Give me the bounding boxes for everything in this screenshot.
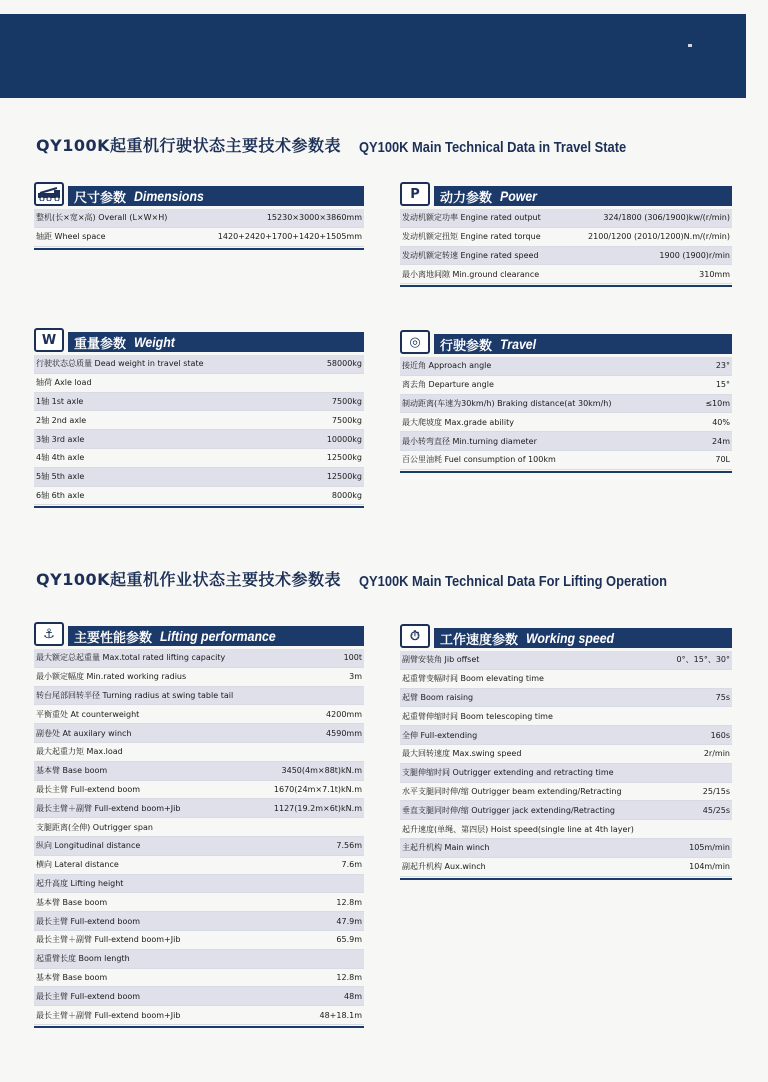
- row-label: 基本臂 Base boom: [36, 766, 108, 776]
- table-row: [34, 781, 364, 800]
- table-row: [34, 837, 364, 856]
- table-row: [400, 764, 732, 783]
- weight-block: [34, 328, 364, 508]
- power-p-icon: P: [400, 182, 430, 206]
- table-row: [34, 856, 364, 875]
- row-value: 25/15s: [702, 786, 730, 796]
- table-row: [34, 649, 364, 668]
- row-value: 12.8m: [336, 972, 362, 982]
- table-row: [400, 651, 732, 670]
- power-block: [400, 182, 732, 287]
- row-value: 40%: [712, 417, 730, 427]
- table-row: [34, 818, 364, 837]
- row-value: 8000kg: [331, 490, 362, 500]
- travel-en: Travel: [500, 336, 537, 352]
- row-value: ≤10m: [705, 398, 730, 408]
- table-row: [400, 432, 732, 451]
- row-value: 15230×3000×3860mm: [266, 213, 362, 223]
- row-value: 75s: [715, 692, 730, 702]
- travel-title-en: QY100K Main Technical Data in Travel State: [359, 139, 627, 156]
- row-label: 百公里油耗 Fuel consumption of 100km: [402, 455, 556, 465]
- row-label: 6轴 6th axle: [36, 490, 85, 500]
- stopwatch-icon: ⏱: [400, 624, 430, 648]
- row-value: 4200mm: [326, 709, 362, 719]
- row-value: 7.6m: [341, 860, 362, 870]
- table-row: [400, 801, 732, 820]
- row-value: 24m: [712, 436, 730, 446]
- row-label: 副卷处 At auxilary winch: [36, 728, 132, 738]
- row-value: 310mm: [699, 269, 730, 279]
- travel-title-cn: QY100K起重机行驶状态主要技术参数表: [36, 136, 341, 155]
- row-value: 48+18.1m: [319, 1010, 362, 1020]
- row-value: 48m: [344, 991, 362, 1001]
- table-row: [400, 395, 732, 414]
- row-label: 2轴 2nd axle: [36, 415, 87, 425]
- table-row: [34, 374, 364, 393]
- row-value: 12500kg: [326, 472, 362, 482]
- row-value: 2100/1200 (2010/1200)N.m/(r/min): [588, 232, 730, 242]
- row-label: 最长主臂＋副臂 Full-extend boom+Jib: [36, 1010, 181, 1020]
- table-row: [400, 265, 732, 284]
- table-row: [400, 228, 732, 247]
- table-row: [34, 893, 364, 912]
- row-label: 纵向 Longitudinal distance: [36, 841, 141, 851]
- row-value: 7500kg: [331, 396, 362, 406]
- table-row: [34, 228, 364, 247]
- row-label: 起重臂伸缩时间 Boom telescoping time: [402, 711, 553, 721]
- row-value: 1900 (1900)r/min: [659, 250, 730, 260]
- row-value: 4590mm: [326, 728, 362, 738]
- row-label: 离去角 Departure angle: [402, 380, 494, 390]
- row-label: 最长主臂 Full-extend boom: [36, 784, 141, 794]
- row-label: 支腿伸缩时间 Outrigger extending and retracting time: [402, 768, 614, 778]
- row-value: 7500kg: [331, 415, 362, 425]
- row-label: 整机(长×宽×高) Overall (L×W×H): [36, 213, 168, 223]
- row-label: 横向 Lateral distance: [36, 860, 119, 870]
- table-row: [34, 799, 364, 818]
- row-label: 水平支腿同时伸/缩 Outrigger beam extending/Retracting: [402, 786, 622, 796]
- row-value: 3450(4m×88t)kN.m: [281, 766, 362, 776]
- row-label: 转台尾部回转半径 Turning radius at swing table tail: [36, 690, 234, 700]
- row-label: 4轴 4th axle: [36, 453, 85, 463]
- row-value: 100t: [343, 653, 362, 663]
- weight-icon: W: [34, 328, 64, 352]
- table-row: [34, 931, 364, 950]
- table-row: [400, 707, 732, 726]
- table-row: [400, 689, 732, 708]
- row-label: 垂直支腿同时伸/缩 Outrigger jack extending/Retracting: [402, 805, 616, 815]
- table-row: [400, 820, 732, 839]
- row-label: 发动机额定转速 Engine rated speed: [402, 250, 539, 260]
- table-row: [400, 357, 732, 376]
- lifting-performance-block: [34, 622, 364, 1028]
- row-label: 最大起重力矩 Max.load: [36, 747, 123, 757]
- table-row: [34, 668, 364, 687]
- lifting-title-cn: QY100K起重机作业状态主要技术参数表: [36, 570, 341, 589]
- table-row: [34, 705, 364, 724]
- row-label: 副臂安装角 Jib offset: [402, 655, 480, 665]
- dimensions-en: Dimensions: [134, 188, 204, 204]
- table-row: [34, 430, 364, 449]
- row-label: 最长主臂 Full-extend boom: [36, 916, 141, 926]
- row-value: 104m/min: [689, 862, 730, 872]
- row-value: 47.9m: [336, 916, 362, 926]
- row-value: 70L: [715, 455, 730, 465]
- table-row: [400, 726, 732, 745]
- speed-cn: 工作速度参数: [440, 632, 519, 648]
- travel-section-title: [36, 132, 670, 156]
- table-row: [400, 858, 732, 877]
- weight-cn: 重量参数: [74, 336, 127, 352]
- table-row: [400, 247, 732, 266]
- table-row: [34, 912, 364, 931]
- table-row: [400, 376, 732, 395]
- row-label: 主起升机构 Main winch: [402, 843, 490, 853]
- row-label: 起重臂长度 Boom length: [36, 954, 130, 964]
- row-label: 制动距离(车速为30km/h) Braking distance(at 30km/h): [402, 398, 612, 408]
- power-cn: 动力参数: [440, 190, 493, 206]
- row-label: 最大爬坡度 Max.grade ability: [402, 417, 514, 427]
- crane-truck-icon: [34, 182, 64, 206]
- table-row: [34, 468, 364, 487]
- row-label: 最小转弯直径 Min.turning diameter: [402, 436, 537, 446]
- header-banner: [0, 14, 746, 98]
- row-value: 1420+2420+1700+1420+1505mm: [217, 232, 362, 242]
- performance-cn: 主要性能参数: [74, 630, 153, 646]
- row-value: 65.9m: [336, 935, 362, 945]
- row-label: 全伸 Full-extending: [402, 730, 478, 740]
- table-row: [400, 413, 732, 432]
- table-row: [34, 743, 364, 762]
- row-value: 1670(24m×7.1t)kN.m: [273, 784, 362, 794]
- row-label: 最小额定幅度 Min.rated working radius: [36, 672, 187, 682]
- power-en: Power: [500, 188, 537, 204]
- row-label: 基本臂 Base boom: [36, 897, 108, 907]
- row-label: 轴距 Wheel space: [36, 232, 106, 242]
- row-value: 23°: [715, 361, 730, 371]
- row-label: 发动机额定功率 Engine rated output: [402, 213, 541, 223]
- speed-en: Working speed: [526, 630, 615, 646]
- table-row: [34, 724, 364, 743]
- row-value: 2r/min: [703, 749, 730, 759]
- row-label: 最大额定总起重量 Max.total rated lifting capacity: [36, 653, 226, 663]
- lifting-title-en: QY100K Main Technical Data For Lifting Operation: [359, 573, 667, 590]
- hook-icon: ⚓: [34, 622, 64, 646]
- lifting-section-title: [36, 566, 717, 590]
- performance-en: Lifting performance: [160, 628, 276, 644]
- table-row: [34, 1006, 364, 1025]
- row-label: 支腿距离(全伸) Outrigger span: [36, 822, 153, 832]
- row-value: 0°、15°、30°: [676, 655, 730, 665]
- table-row: [34, 762, 364, 781]
- row-label: 平衡重处 At counterweight: [36, 709, 140, 719]
- table-row: [34, 449, 364, 468]
- row-label: 起升高度 Lifting height: [36, 878, 124, 888]
- row-label: 轴荷 Axle load: [36, 378, 92, 388]
- row-label: 起臂 Boom raising: [402, 692, 474, 702]
- row-value: 7.56m: [336, 841, 362, 851]
- row-label: 1轴 1st axle: [36, 396, 84, 406]
- row-label: 起重臂变幅时间 Boom elevating time: [402, 674, 544, 684]
- table-row: [34, 687, 364, 706]
- wheel-icon: ◎: [400, 330, 430, 354]
- row-value: 160s: [710, 730, 730, 740]
- row-label: 副起升机构 Aux.winch: [402, 862, 486, 872]
- weight-en: Weight: [134, 334, 175, 350]
- row-label: 接近角 Approach angle: [402, 361, 492, 371]
- row-label: 3轴 3rd axle: [36, 434, 85, 444]
- table-row: [400, 745, 732, 764]
- dimensions-block: [34, 182, 364, 250]
- table-row: [34, 355, 364, 374]
- table-row: [400, 783, 732, 802]
- row-value: 15°: [715, 380, 730, 390]
- row-label: 最长主臂＋副臂 Full-extend boom+Jib: [36, 935, 181, 945]
- table-row: [34, 969, 364, 988]
- row-label: 发动机额定扭矩 Engine rated torque: [402, 232, 541, 242]
- table-row: [34, 487, 364, 506]
- row-label: 基本臂 Base boom: [36, 972, 108, 982]
- row-value: 10000kg: [326, 434, 362, 444]
- row-value: 12.8m: [336, 897, 362, 907]
- travel-block: [400, 330, 732, 473]
- row-value: 324/1800 (306/1900)kw/(r/min): [603, 213, 730, 223]
- row-label: 5轴 5th axle: [36, 472, 85, 482]
- row-label: 最大回转速度 Max.swing speed: [402, 749, 522, 759]
- row-value: 58000kg: [326, 359, 362, 369]
- table-row: [34, 209, 364, 228]
- table-row: [400, 839, 732, 858]
- row-label: 起升速度(单绳、第四层) Hoist speed(single line at 4th layer): [402, 824, 634, 834]
- table-row: [34, 875, 364, 894]
- row-value: 105m/min: [689, 843, 730, 853]
- table-row: [34, 393, 364, 412]
- table-row: [34, 411, 364, 430]
- table-row: [400, 451, 732, 470]
- row-label: 最长主臂 Full-extend boom: [36, 991, 141, 1001]
- dimensions-cn: 尺寸参数: [74, 190, 127, 206]
- table-row: [400, 209, 732, 228]
- working-speed-block: [400, 624, 732, 880]
- row-label: 最小离地间隙 Min.ground clearance: [402, 269, 540, 279]
- row-value: 12500kg: [326, 453, 362, 463]
- row-value: 1127(19.2m×6t)kN.m: [273, 803, 362, 813]
- row-label: 行驶状态总质量 Dead weight in travel state: [36, 359, 204, 369]
- row-value: 3m: [349, 672, 362, 682]
- row-label: 最长主臂＋副臂 Full-extend boom+Jib: [36, 803, 181, 813]
- travel-cn: 行驶参数: [440, 338, 493, 354]
- table-row: [34, 950, 364, 969]
- row-value: 45/25s: [702, 805, 730, 815]
- table-row: [400, 670, 732, 689]
- table-row: [34, 987, 364, 1006]
- banner-dot: [688, 44, 692, 47]
